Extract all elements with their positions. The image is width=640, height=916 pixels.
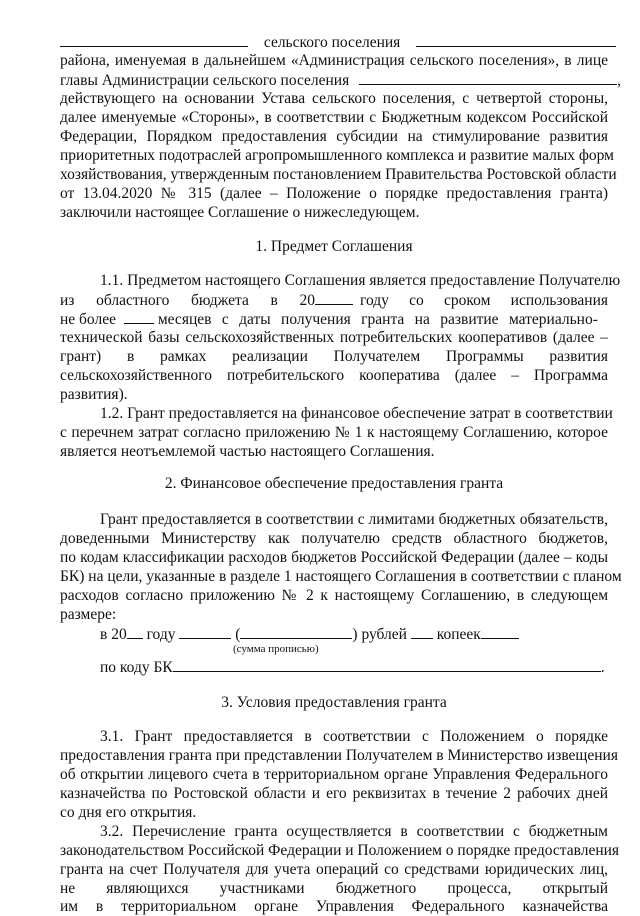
s3-p2-line-3: гранта на счет Получателя для учета операций со средствами юридических лиц, (60, 861, 608, 878)
s3-p1-line-1: 3.1. Грант предоставляется в соответствии с Положением о порядке (100, 728, 608, 745)
s1-p2-line-2: с перечнем затрат согласно приложению № 1 к настоящему Соглашению, которое (60, 424, 608, 441)
section-1-heading: 1. Предмет Соглашения (255, 238, 413, 255)
intro-line-2: района, именуемая в дальнейшем «Администрация сельского поселения», в лице (60, 52, 608, 69)
bk-field (173, 657, 601, 672)
s1-text: году со сроком использования (360, 292, 608, 309)
blank-field (359, 70, 617, 85)
s3-p1-line-2: предоставления гранта при представлении Получателем в Министерство извещения (60, 747, 618, 764)
s1-p1-line-1: 1.1. Предметом настоящего Соглашения является предоставление Получателю (100, 272, 621, 289)
intro-line-3: главы Администрации сельского поселения , (60, 72, 621, 89)
intro-line-4: действующего на основании Устава сельского поселения, с четвертой стороны, (60, 90, 608, 107)
sum-line: в 20 году ( ) рублей копеек (100, 624, 608, 643)
s2-line-6: размере: (60, 606, 117, 623)
bk-text: по коду БК (100, 659, 173, 676)
blank-field (179, 624, 231, 639)
sum-text: году (146, 626, 176, 643)
blank-field (411, 624, 433, 639)
s3-p2-line-5: им в территориальном органе Управления Федерального казначейства (60, 898, 608, 915)
s3-p2-line-2: законодательством Российской Федерации и Положением о порядке предоставления (60, 842, 620, 859)
s1-text: не более (60, 311, 116, 328)
s2-line-5: расходов согласно приложению № 2 к настоящему Соглашению, в следующем (60, 587, 608, 604)
s1-p1-line-2 (60, 290, 608, 309)
s2-line-3: по кодам классификации расходов бюджетов Российской Федерации (далее – коды (60, 549, 608, 566)
blank-field (481, 624, 519, 639)
intro-line-10: заключили настоящее Соглашение о нижеследующем. (60, 204, 420, 221)
intro-line-7: приоритетных подотраслей агропромышленного комплекса и развитие малых форм (60, 147, 614, 164)
bk-line: по коду БК . (100, 659, 605, 676)
s1-p1-line-5: грант) в рамках реализации Получателем Программы развития (60, 348, 608, 365)
sum-text: в 20 (100, 626, 127, 643)
sum-words-field (240, 624, 352, 639)
s2-line-1: Грант предоставляется в соответствии с лимитами бюджетных обязательств, (100, 511, 608, 528)
s3-p1-line-5: со дня его открытия. (60, 804, 197, 821)
s1-p1-line-6: сельскохозяйственного потребительского кооператива (далее – Программа (60, 367, 608, 384)
s3-p1-line-4: казначейства по Ростовской области и его реквизитах в течение 2 рабочих дней (60, 785, 608, 802)
intro-line-9: от 13.04.2020 № 315 (далее – Положение о порядке предоставления гранта) (60, 185, 608, 202)
s1-p2-line-3: является неотъемлемой частью настоящего Соглашения. (60, 443, 435, 460)
intro-text: сельского поселения (263, 34, 401, 51)
sum-text: рублей (361, 626, 407, 643)
s2-line-2: доведенными Министерству как получателю средств областного бюджетов, (60, 530, 608, 547)
section-3-heading: 3. Условия предоставления гранта (221, 694, 447, 711)
blank-field (60, 32, 248, 47)
s3-p2-line-4: не являющихся участниками бюджетного процесса, открытый (60, 880, 608, 897)
s3-p2-line-1: 3.2. Перечисление гранта осуществляется в соответствии с бюджетным (100, 823, 608, 840)
intro-text: главы Администрации сельского поселения (60, 72, 350, 89)
s1-p1-line-4: технической базы сельскохозяйственных потребительских кооперативов (далее – (60, 329, 608, 346)
intro-line-5: далее именуемые «Стороны», в соответствии с Бюджетным кодексом Российской (60, 109, 608, 126)
blank-field (127, 624, 143, 639)
intro-line-1 (60, 32, 608, 51)
section-2-heading: 2. Финансовое обеспечение предоставления гранта (164, 475, 504, 492)
s2-line-4: БК) на цели, указанные в разделе 1 настоящего Соглашения в соответствии с планом (60, 568, 622, 585)
s1-text: месяцев с даты получения гранта на развитие материально- (157, 311, 598, 328)
sum-hint: (сумма прописью) (233, 643, 319, 655)
s3-p1-line-3: об открытии лицевого счета в территориальном органе Управления Федерального (60, 766, 608, 783)
blank-field (124, 309, 154, 324)
sum-text: копеек (436, 626, 481, 643)
intro-line-6: Федерации, Порядком предоставления субсидии на стимулирование развития (60, 128, 608, 145)
s1-p2-line-1: 1.2. Грант предоставляется на финансовое обеспечение затрат в соответствии (100, 405, 613, 422)
blank-field (416, 32, 616, 47)
s1-text: из областного бюджета в 20 (60, 292, 315, 309)
s1-p1-line-7: развития). (60, 386, 128, 403)
blank-field (315, 290, 353, 305)
s1-p1-line-3 (60, 309, 608, 328)
intro-line-8: хозяйствования, утвержденным постановлением Правительства Ростовской области (60, 166, 617, 183)
